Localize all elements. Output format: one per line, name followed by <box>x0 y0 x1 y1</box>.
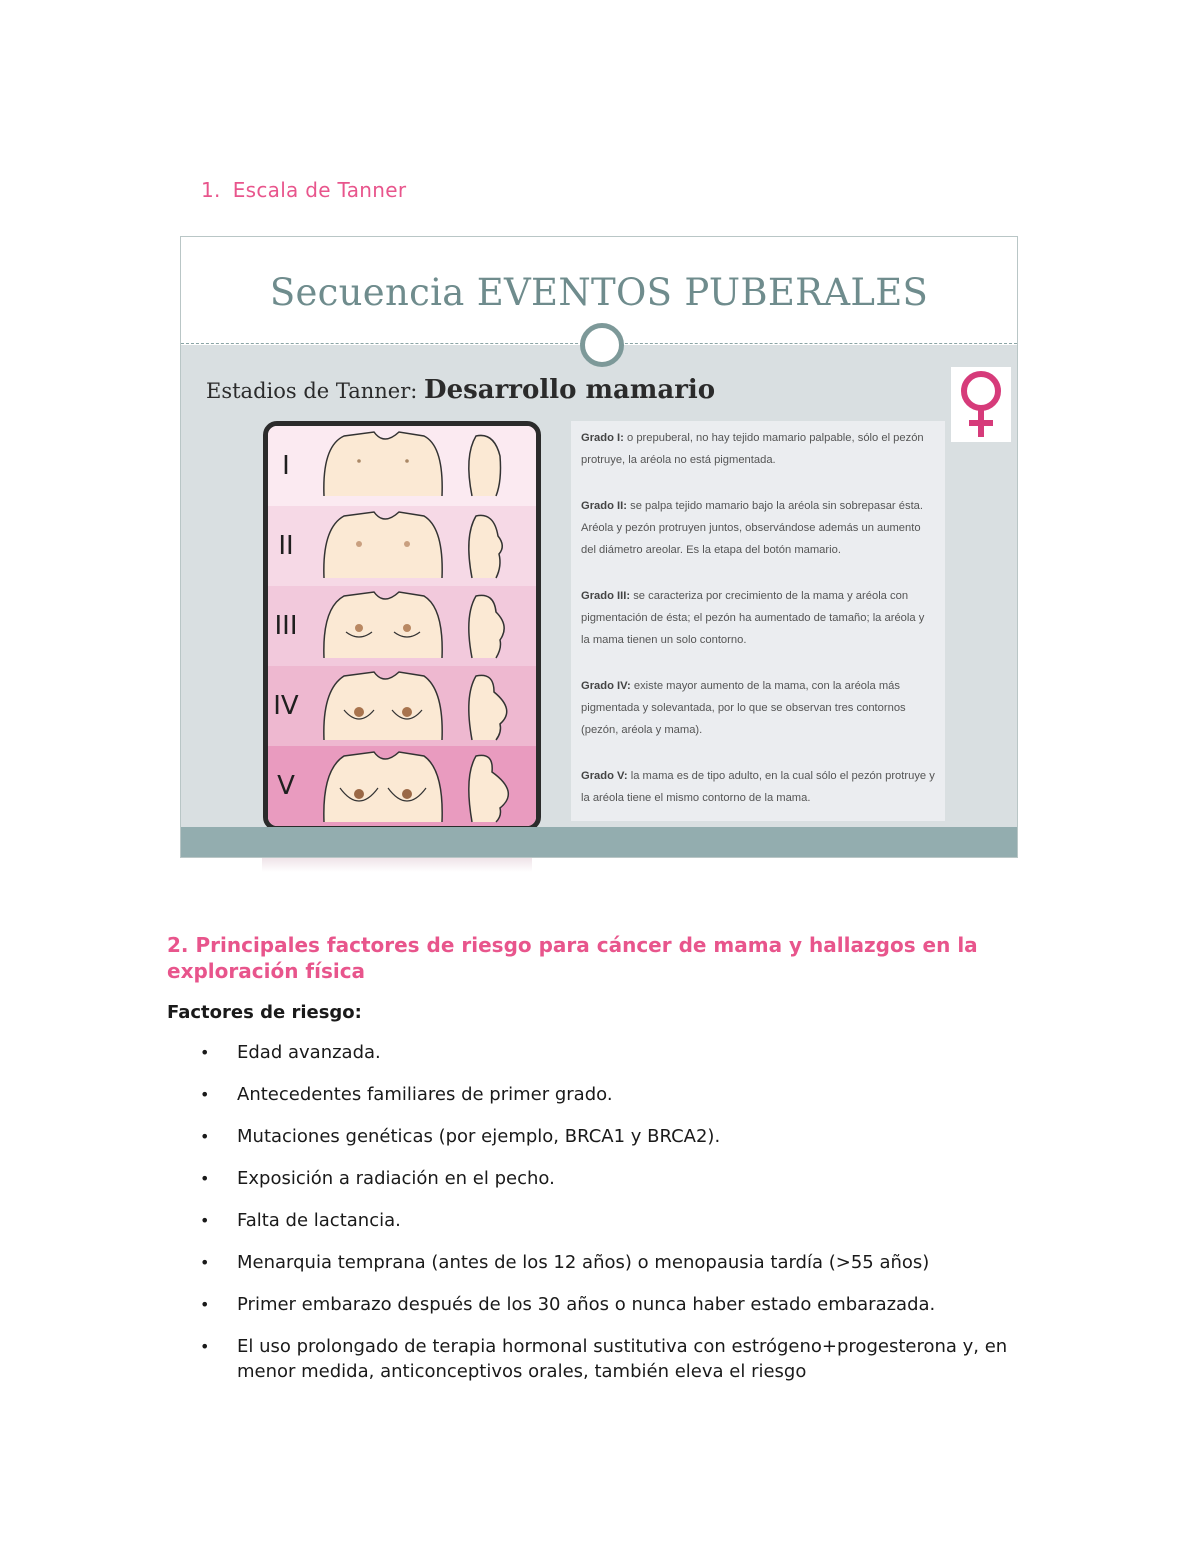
list-item: • Mutaciones genéticas (por ejemplo, BRCA1 y BRCA2). <box>200 1126 721 1147</box>
subtitle-prefix: Estadios de Tanner: <box>206 379 425 403</box>
subtitle-bold: Desarrollo mamario <box>424 375 716 405</box>
risk-factors-heading: Factores de riesgo: <box>167 1002 362 1023</box>
section-number: 1. <box>201 178 221 202</box>
list-item: • Menarquia temprana (antes de los 12 años) o menopausia tardía (>55 años) <box>200 1252 930 1273</box>
section-title: Escala de Tanner <box>232 178 407 202</box>
torso-stage-1-icon <box>304 426 536 506</box>
section-heading-1 <box>201 178 406 202</box>
stage-label: III <box>274 611 298 641</box>
list-item: • Exposición a radiación en el pecho. <box>200 1168 555 1189</box>
list-item: • Edad avanzada. <box>200 1042 381 1063</box>
torso-stage-4-icon <box>304 666 536 746</box>
grade-2-text: Grado II: se palpa tejido mamario bajo la aréola sin sobrepasar ésta. Aréola y pezón protruyen juntos, observándose además un aumento del diámetro areolar. Es la etapa del botón mamario. <box>581 500 924 556</box>
grades-description-box <box>571 421 945 821</box>
torso-stage-5-icon <box>304 746 536 826</box>
slide-subtitle <box>206 375 715 405</box>
stage-label: V <box>277 771 295 801</box>
female-symbol-icon <box>951 367 1011 442</box>
list-item: • Antecedentes familiares de primer grado. <box>200 1084 613 1105</box>
section-heading-2: 2. Principales factores de riesgo para cáncer de mama y hallazgos en la exploración física <box>167 933 978 983</box>
stage-label: I <box>282 451 290 481</box>
list-item: • Primer embarazo después de los 30 años o nunca haber estado embarazada. <box>200 1294 936 1315</box>
circle-ornament-icon <box>580 323 624 367</box>
grade-4-text: Grado IV: existe mayor aumento de la mama, con la aréola más pigmentada y solevantada, por lo que se observan tres contornos (pezón, aréola y mama). <box>581 680 906 736</box>
stage-label: IV <box>273 691 299 721</box>
list-item: • El uso prolongado de terapia hormonal sustitutiva con estrógeno+progesterona y, en menor medida, anticonceptivos orales, también eleva el riesgo <box>200 1336 1008 1382</box>
slide-title: Secuencia EVENTOS PUBERALES <box>269 271 929 314</box>
tanner-slide-image <box>180 236 1018 858</box>
risk-factors-list <box>167 1040 1047 1401</box>
torso-stage-3-icon <box>304 586 536 666</box>
torso-stage-2-icon <box>304 506 536 586</box>
stage-row-3 <box>268 586 536 666</box>
stage-row-2 <box>268 506 536 586</box>
stage-label: II <box>278 531 294 561</box>
grade-1-text: Grado I: o prepuberal, no hay tejido mamario palpable, sólo el pezón protruye, la aréola no está pigmentada. <box>581 432 924 466</box>
panel-reflection <box>262 858 532 872</box>
stage-row-5 <box>268 746 536 826</box>
slide-footer-band <box>181 827 1017 857</box>
stage-row-1 <box>268 426 536 506</box>
tanner-stages-panel <box>263 421 541 831</box>
grade-3-text: Grado III: se caracteriza por crecimiento de la mama y aréola con pigmentación de ésta; el pezón ha aumentado de tamaño; la aréola y la mama tienen un solo contorno. <box>581 590 925 646</box>
stage-row-4 <box>268 666 536 746</box>
grade-5-text: Grado V: la mama es de tipo adulto, en la cual sólo el pezón protruye y la aréola tiene el mismo contorno de la mama. <box>581 770 935 804</box>
list-item: • Falta de lactancia. <box>200 1210 401 1231</box>
